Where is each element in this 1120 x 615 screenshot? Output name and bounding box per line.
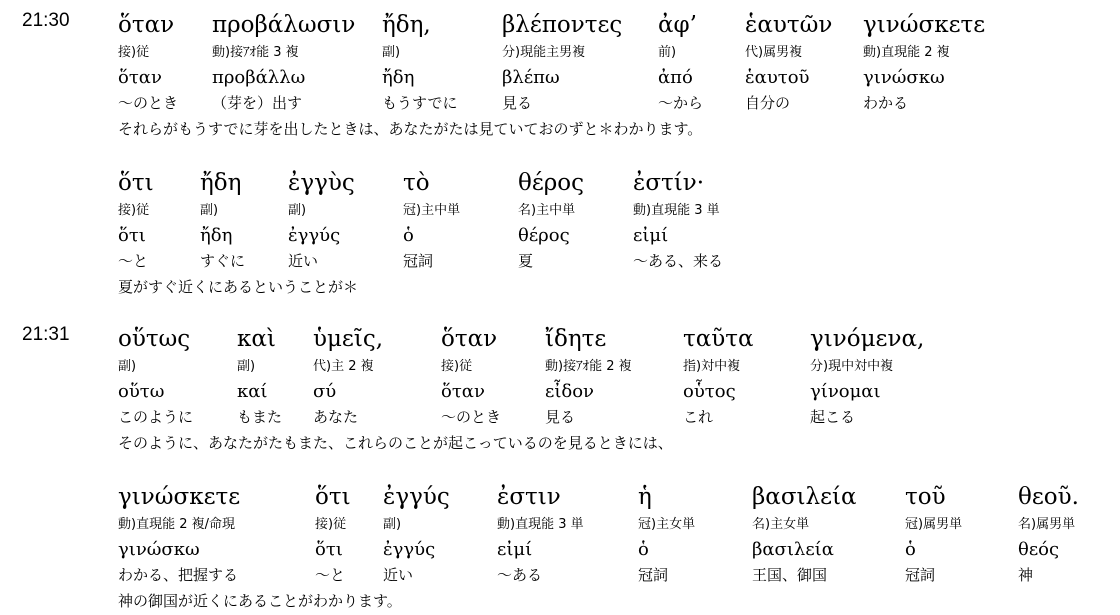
lemma: ἀπό: [658, 67, 693, 88]
gloss: わかる: [863, 94, 909, 112]
parse-tag: 動)直現能 2 複: [863, 45, 950, 60]
greek-word: καὶ: [237, 326, 276, 352]
gloss: ～のとき: [118, 94, 179, 112]
parse-tag: 動)直現能 3 単: [633, 203, 720, 218]
parse-tag: 副): [237, 359, 256, 374]
gloss: 冠詞: [905, 566, 936, 584]
lemma: ἤδη: [382, 67, 415, 88]
parse-tag: 分)現能主男複: [502, 45, 586, 60]
lemma: εἶδον: [545, 381, 594, 402]
gloss: 近い: [288, 252, 319, 270]
greek-word: τὸ: [403, 170, 430, 196]
parse-tag: 接)従: [118, 203, 150, 218]
greek-word: ἤδη: [200, 170, 242, 196]
greek-word: ἤδη,: [382, 12, 431, 38]
parse-tag: 副): [382, 45, 401, 60]
greek-word: ταῦτα: [683, 326, 754, 352]
gloss: もまた: [237, 408, 283, 426]
translation: 神の御国が近くにあることがわかります。: [118, 592, 402, 610]
parse-tag: 動)直現能 3 単: [497, 517, 584, 532]
greek-word: προβάλωσιν: [212, 12, 356, 38]
greek-word: ὅτι: [118, 170, 154, 196]
gloss: 起こる: [810, 408, 856, 426]
parse-tag: 名)主中単: [518, 203, 576, 218]
lemma: ἐγγύς: [288, 225, 341, 246]
parse-tag: 指)対中複: [683, 359, 741, 374]
parse-tag: 接)従: [315, 517, 347, 532]
parse-tag: 名)主女単: [752, 517, 810, 532]
parse-tag: 動)接ｱｵ能 3 複: [212, 45, 299, 60]
gloss: 自分の: [745, 94, 791, 112]
translation: そのように、あなたがたもまた、これらのことが起こっているのを見るときには、: [118, 434, 673, 452]
parse-tag: 動)直現能 2 複/命現: [118, 517, 235, 532]
lemma: οὕτω: [118, 381, 165, 402]
translation: それらがもうすでに芽を出したときは、あなたがたは見ていておのずと＊わかります。: [118, 120, 703, 138]
gloss: ～と: [118, 252, 149, 270]
greek-word: οὕτως: [118, 326, 191, 352]
greek-word: ὅτι: [315, 484, 351, 510]
lemma: εἰμί: [497, 539, 533, 560]
greek-word: ὅταν: [118, 12, 175, 38]
lemma: θεός: [1018, 539, 1060, 560]
greek-word: ἐστιν: [497, 484, 561, 510]
gloss: このように: [118, 408, 194, 426]
greek-word: ὑμεῖς,: [313, 326, 384, 352]
gloss: あなた: [313, 408, 359, 426]
lemma: ἐγγύς: [383, 539, 436, 560]
parse-tag: 接)従: [441, 359, 473, 374]
gloss: わかる、把握する: [118, 566, 239, 584]
gloss: ～ある、来る: [633, 252, 724, 270]
greek-word: θέρος: [518, 170, 585, 196]
lemma: βασιλεία: [752, 539, 834, 560]
lemma: βλέπω: [502, 67, 560, 88]
parse-tag: 前): [658, 45, 677, 60]
gloss: 見る: [502, 94, 533, 112]
lemma: εἰμί: [633, 225, 669, 246]
parse-tag: 冠)主中単: [403, 203, 461, 218]
parse-tag: 冠)属男単: [905, 517, 963, 532]
parse-tag: 分)現中対中複: [810, 359, 894, 374]
lemma: ὅταν: [118, 67, 162, 88]
lemma: ὁ: [905, 539, 916, 560]
gloss: 冠詞: [638, 566, 669, 584]
lemma: ὁ: [638, 539, 649, 560]
gloss: ～から: [658, 94, 704, 112]
greek-word: ἀφ’: [658, 12, 697, 38]
parse-tag: 副): [288, 203, 307, 218]
lemma: γινώσκω: [863, 67, 945, 88]
parse-tag: 代)属男複: [745, 45, 803, 60]
lemma: ὁ: [403, 225, 414, 246]
gloss: 見る: [545, 408, 576, 426]
greek-word: θεοῦ.: [1018, 484, 1079, 510]
parse-tag: 動)接ｱｵ能 2 複: [545, 359, 632, 374]
gloss: 近い: [383, 566, 414, 584]
parse-tag: 名)属男単: [1018, 517, 1076, 532]
lemma: ὅτι: [315, 539, 343, 560]
gloss: ～ある: [497, 566, 543, 584]
greek-word: ἐστίν·: [633, 170, 705, 196]
lemma: προβάλλω: [212, 67, 306, 88]
lemma: ὅτι: [118, 225, 146, 246]
greek-word: ἡ: [638, 484, 652, 510]
gloss: （芽を）出す: [212, 94, 303, 112]
lemma: οὗτος: [683, 381, 736, 402]
greek-word: τοῦ: [905, 484, 946, 510]
lemma: γινώσκω: [118, 539, 200, 560]
gloss: ～と: [315, 566, 346, 584]
lemma: ἑαυτοῦ: [745, 67, 810, 88]
verse-number: 21:30: [22, 10, 70, 31]
greek-word: ὅταν: [441, 326, 498, 352]
greek-word: ἑαυτῶν: [745, 12, 833, 38]
lemma: γίνομαι: [810, 381, 881, 402]
verse-number: 21:31: [22, 324, 70, 345]
lemma: θέρος: [518, 225, 570, 246]
greek-word: βλέποντες: [502, 12, 623, 38]
gloss: すぐに: [200, 252, 246, 270]
lemma: σύ: [313, 381, 337, 402]
greek-word: ἐγγύς: [383, 484, 450, 510]
greek-word: ἐγγὺς: [288, 170, 355, 196]
gloss: ～のとき: [441, 408, 502, 426]
lemma: ὅταν: [441, 381, 485, 402]
lemma: ἤδη: [200, 225, 233, 246]
parse-tag: 冠)主女単: [638, 517, 696, 532]
greek-word: βασιλεία: [752, 484, 857, 510]
gloss: 神: [1018, 566, 1034, 584]
lemma: καί: [237, 381, 268, 402]
gloss: 夏: [518, 252, 534, 270]
parse-tag: 接)従: [118, 45, 150, 60]
gloss: もうすでに: [382, 94, 458, 112]
greek-word: γινώσκετε: [863, 12, 986, 38]
parse-tag: 副): [118, 359, 137, 374]
greek-word: ἴδητε: [545, 326, 607, 352]
parse-tag: 副): [200, 203, 219, 218]
gloss: 王国、御国: [752, 566, 828, 584]
parse-tag: 副): [383, 517, 402, 532]
translation: 夏がすぐ近くにあるということが＊: [118, 278, 359, 296]
parse-tag: 代)主 2 複: [313, 359, 374, 374]
gloss: 冠詞: [403, 252, 434, 270]
greek-word: γινώσκετε: [118, 484, 241, 510]
greek-word: γινόμενα,: [810, 326, 925, 352]
gloss: これ: [683, 408, 714, 426]
